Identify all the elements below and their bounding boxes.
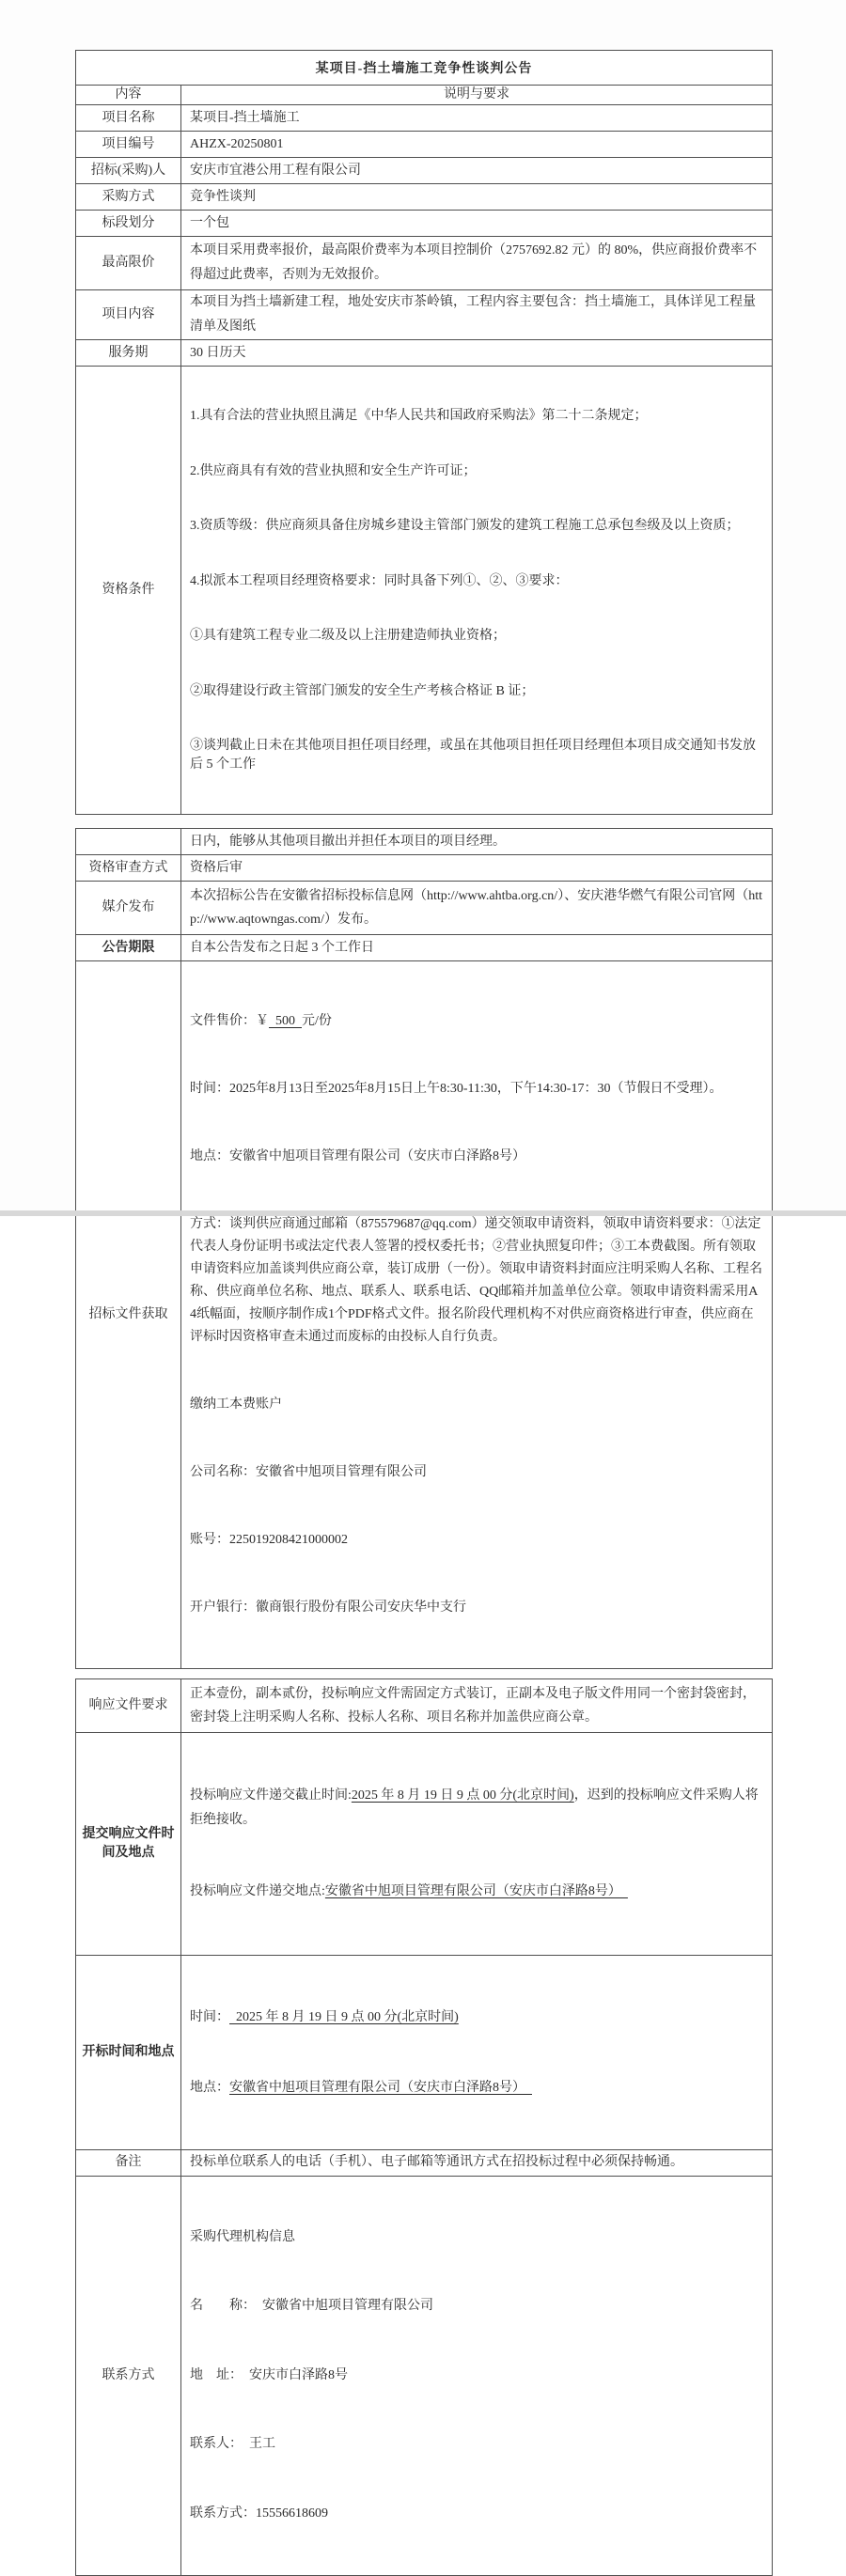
document-fee-line xyxy=(190,1010,763,1033)
row-qualification xyxy=(76,367,773,815)
remark-value: 投标单位联系人的电话（手机）、电子邮箱等通讯方式在招投标过程中必须保持畅通。 xyxy=(181,2149,773,2176)
project-content-label: 项目内容 xyxy=(76,290,181,340)
agency-name-line: 名 称： 安徽省中旭项目管理有限公司 xyxy=(190,2299,433,2313)
fee-bank-name: 开户银行：徽商银行股份有限公司安庆华中支行 xyxy=(190,1600,466,1615)
submission-place-line xyxy=(190,1880,763,1904)
table-gap xyxy=(75,815,773,828)
continuation-label xyxy=(76,829,181,855)
project-name-label: 项目名称 xyxy=(76,105,181,132)
row-remark xyxy=(76,2149,773,2176)
opening-place-line xyxy=(190,2076,763,2100)
row-qualification-review xyxy=(76,855,773,882)
table-gap xyxy=(75,1669,773,1678)
purchaser-value: 安庆市宜港公用工程有限公司 xyxy=(181,158,773,184)
price-ceiling-value: 本项目采用费率报价，最高限价费率为本项目控制价（2757692.82 元）的 80%，供应商报价费率不得超过此费率，否则为无效报价。 xyxy=(181,237,773,290)
qualification-line: 4.拟派本工程项目经理资格要求：同时具备下列①、②、③要求： xyxy=(190,573,569,588)
obtain-time-line: 时间：2025年8月13日至2025年8月15日上午8:30-11:30，下午14:30-17：30（节假日不受理）。 xyxy=(190,1082,723,1096)
agency-contact-person-line: 联系人： 王工 xyxy=(190,2437,275,2451)
row-purchaser xyxy=(76,158,773,184)
service-period-value: 30 日历天 xyxy=(181,340,773,367)
submission-deadline-prefix: 投标响应文件递交截止时间: xyxy=(190,1788,352,1803)
fee-account-number: 账号：225019208421000002 xyxy=(190,1533,348,1547)
row-submission-time-place xyxy=(76,1733,773,1956)
notice-period-value: 自本公告发布之日起 3 个工作日 xyxy=(181,935,773,961)
submission-deadline-suffix: ，迟到的投标响应文件采购人将拒绝接收。 xyxy=(190,1788,759,1827)
header-row xyxy=(76,86,773,105)
row-project-name xyxy=(76,105,773,132)
qualification-value xyxy=(181,367,773,815)
agency-phone-line: 联系方式：15556618609 xyxy=(190,2506,328,2521)
fee-suffix: 元/份 xyxy=(302,1014,332,1028)
project-name-value: 某项目-挡土墙施工 xyxy=(181,105,773,132)
procurement-method-value: 竞争性谈判 xyxy=(181,184,773,211)
header-value: 说明与要求 xyxy=(181,86,773,105)
row-lot-division xyxy=(76,211,773,237)
opening-time: 2025 年 8 月 19 日 9 点 00 分(北京时间) xyxy=(229,2009,459,2024)
row-response-requirements xyxy=(76,1679,773,1733)
notice-table-top xyxy=(75,50,773,815)
opening-place: 安徽省中旭项目管理有限公司（安庆市白泽路8号） xyxy=(229,2080,532,2095)
contact-label: 联系方式 xyxy=(76,2176,181,2576)
purchaser-label: 招标(采购)人 xyxy=(76,158,181,184)
title-row xyxy=(76,51,773,86)
row-contact-info xyxy=(76,2176,773,2576)
submission-place: 安徽省中旭项目管理有限公司（安庆市白泽路8号） xyxy=(324,1884,628,1898)
procurement-method-label: 采购方式 xyxy=(76,184,181,211)
qualification-review-value: 资格后审 xyxy=(181,855,773,882)
document-obtain-value xyxy=(181,961,773,1669)
row-procurement-method xyxy=(76,184,773,211)
page-title: 某项目-挡土墙施工竞争性谈判公告 xyxy=(76,51,773,86)
row-media-publication xyxy=(76,882,773,935)
row-project-number xyxy=(76,132,773,158)
agency-info-heading: 采购代理机构信息 xyxy=(190,2229,295,2244)
project-number-value: AHZX-20250801 xyxy=(181,132,773,158)
response-requirements-value: 正本壹份，副本贰份，投标响应文件需固定方式装订，正副本及电子版文件用同一个密封袋密封，密封袋上注明采购人名称、投标人名称、项目名称并加盖供应商公章。 xyxy=(181,1679,773,1733)
header-label: 内容 xyxy=(76,86,181,105)
qualification-line: 1.具有合法的营业执照且满足《中华人民共和国政府采购法》第二十二条规定； xyxy=(190,409,648,423)
response-requirements-label: 响应文件要求 xyxy=(76,1679,181,1733)
media-publication-value: 本次招标公告在安徽省招标投标信息网（http://www.ahtba.org.cn/）、安庆港华燃气有限公司官网（http://www.aqtowngas.com/）发布。 xyxy=(181,882,773,935)
price-ceiling-label: 最高限价 xyxy=(76,237,181,290)
row-price-ceiling xyxy=(76,237,773,290)
media-publication-label: 媒介发布 xyxy=(76,882,181,935)
opening-value xyxy=(181,1955,773,2149)
notice-table-bottom xyxy=(75,1678,773,2576)
agency-address-line: 地 址： 安庆市白泽路8号 xyxy=(190,2367,348,2382)
row-project-content xyxy=(76,290,773,340)
lot-division-value: 一个包 xyxy=(181,211,773,237)
submission-value xyxy=(181,1733,773,1956)
project-number-label: 项目编号 xyxy=(76,132,181,158)
remark-label: 备注 xyxy=(76,2149,181,2176)
row-service-period xyxy=(76,340,773,367)
opening-label: 开标时间和地点 xyxy=(76,1955,181,2149)
opening-time-prefix: 时间： xyxy=(190,2009,229,2024)
fee-account-heading: 缴纳工本费账户 xyxy=(190,1397,282,1412)
fee-amount: 500 xyxy=(269,1014,302,1028)
qualification-line: 2.供应商具有有效的营业执照和安全生产许可证； xyxy=(190,463,477,478)
project-content-value: 本项目为挡土墙新建工程，地处安庆市茶岭镇，工程内容主要包含：挡土墙施工，具体详见工程量清单及图纸 xyxy=(181,290,773,340)
row-document-obtain xyxy=(76,961,773,1669)
submission-label: 提交响应文件时间及地点 xyxy=(76,1733,181,1956)
opening-place-prefix: 地点： xyxy=(190,2080,229,2095)
fee-prefix: 文件售价：￥ xyxy=(190,1014,269,1028)
obtain-place-line: 地点：安徽省中旭项目管理有限公司（安庆市白泽路8号） xyxy=(190,1149,525,1163)
qualification-line: ②取得建设行政主管部门颁发的安全生产考核合格证 B 证； xyxy=(190,683,535,698)
submission-deadline: 2025 年 8 月 19 日 9 点 00 分(北京时间) xyxy=(351,1788,574,1803)
row-notice-period xyxy=(76,935,773,961)
qualification-line: ①具有建筑工程专业二级及以上注册建造师执业资格； xyxy=(190,629,506,643)
notice-period-label: 公告期限 xyxy=(76,935,181,961)
continuation-value: 日内，能够从其他项目撤出并担任本项目的项目经理。 xyxy=(181,829,773,855)
qualification-line: 3.资质等级：供应商须具备住房城乡建设主管部门颁发的建筑工程施工总承包叁级及以上资质； xyxy=(190,519,740,533)
notice-table-middle xyxy=(75,828,773,1669)
qualification-line: ③谈判截止日未在其他项目担任项目经理，或虽在其他项目担任项目经理但本项目成交通知书发放后 5 个工作 xyxy=(190,739,756,772)
fee-company-name: 公司名称：安徽省中旭项目管理有限公司 xyxy=(190,1465,427,1479)
submission-place-prefix: 投标响应文件递交地点: xyxy=(190,1884,325,1898)
row-qualification-continued xyxy=(76,829,773,855)
lot-division-label: 标段划分 xyxy=(76,211,181,237)
row-opening-time-place xyxy=(76,1955,773,2149)
qualification-review-label: 资格审查方式 xyxy=(76,855,181,882)
submission-deadline-line xyxy=(190,1784,763,1832)
opening-time-line xyxy=(190,2006,763,2029)
document-obtain-label: 招标文件获取 xyxy=(76,961,181,1669)
qualification-label: 资格条件 xyxy=(76,367,181,815)
window-bottom-edge xyxy=(0,1210,846,1216)
obtain-method-paragraph: 方式：谈判供应商通过邮箱（875579687@qq.com）递交领取申请资料，领取申请资料要求：①法定代表人身份证明书或法定代表人签署的授权委托书；②营业执照复印件；③工本费截图。所有领取申请资料应加盖谈判供应商公章，装订成册（一份）。领取申请资料封面应注明采购人名称、工程名称、供应商单位名称、地点、联系人、联系电话、QQ邮箱并加盖单位公章。领取申请资料需采用A4纸幅面，按顺序制作成1个PDF格式文件。报名阶段代理机构不对供应商资格进行审查，供应商在评标时因资格审查未通过而废标的由投标人自行负责。 xyxy=(190,1217,762,1344)
service-period-label: 服务期 xyxy=(76,340,181,367)
contact-value xyxy=(181,2176,773,2576)
